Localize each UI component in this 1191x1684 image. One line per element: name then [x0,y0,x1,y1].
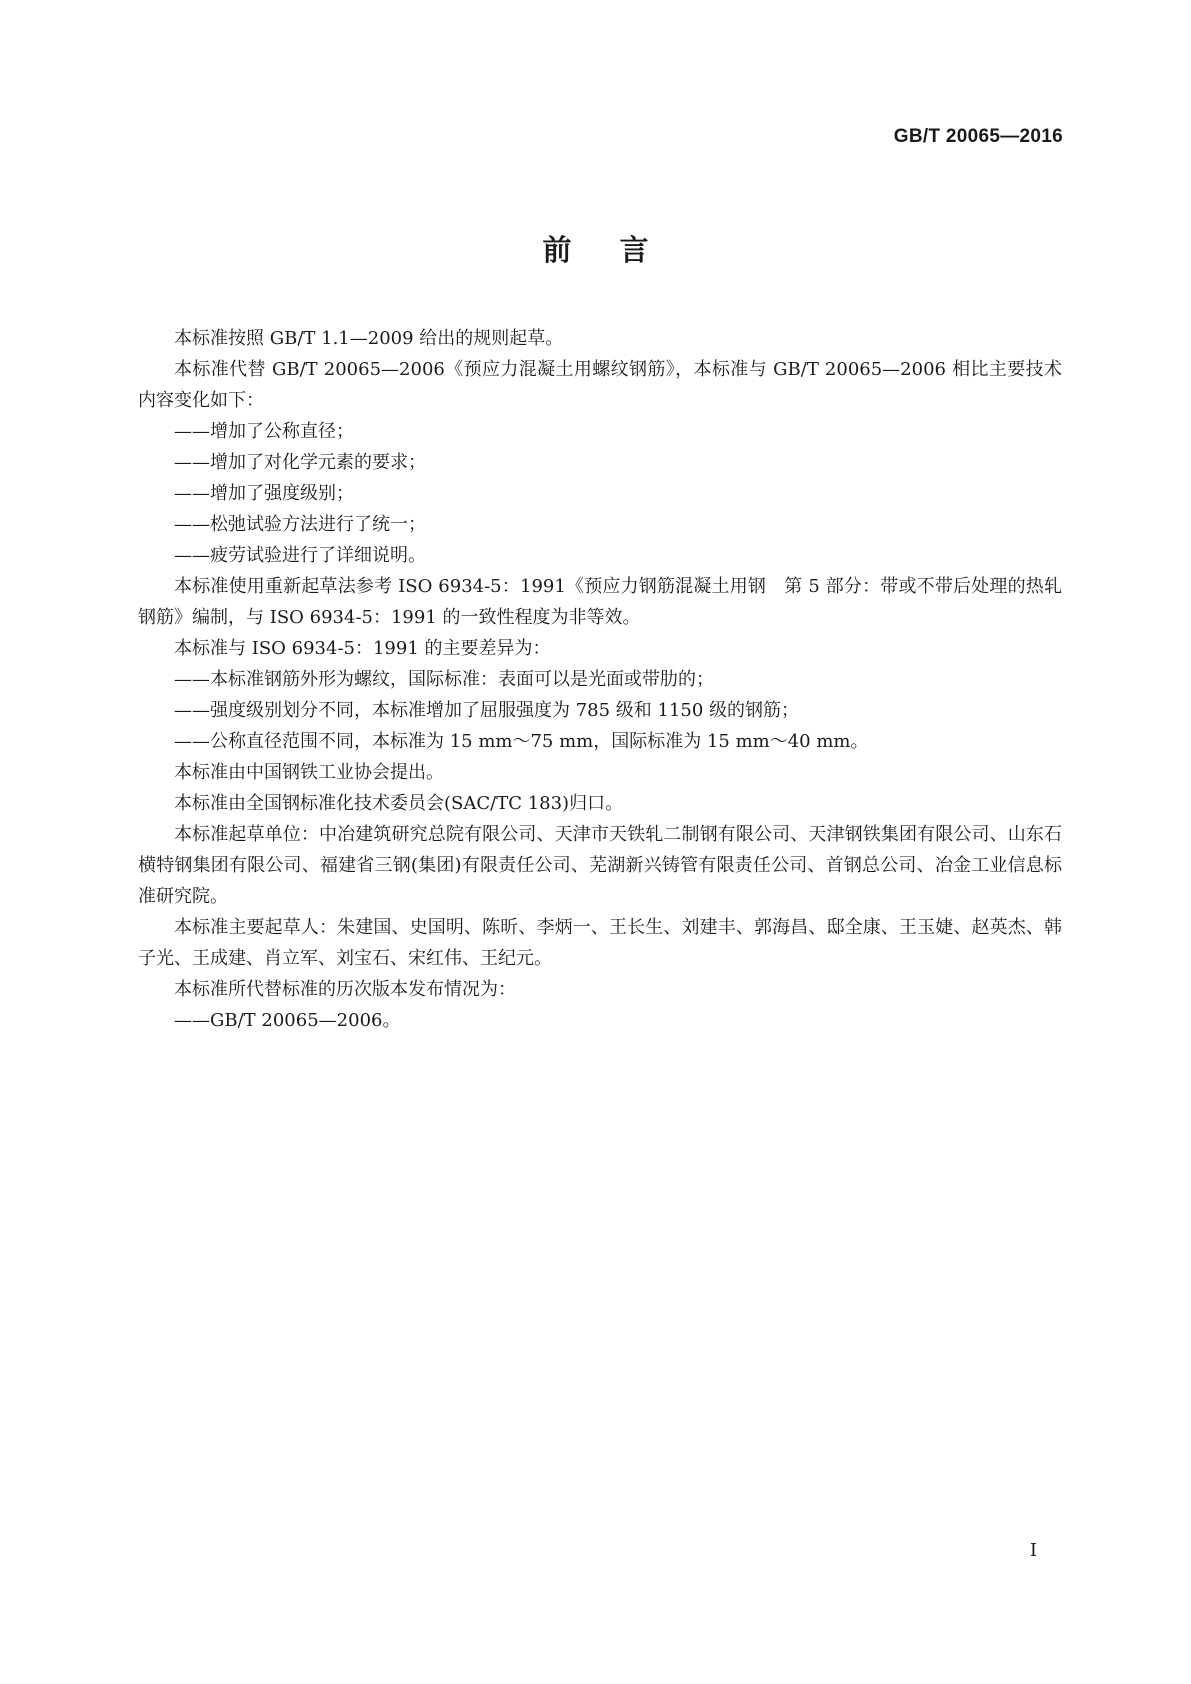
list-item: ——疲劳试验进行了详细说明。 [174,545,426,566]
paragraph: 本标准起草单位：中冶建筑研究总院有限公司、天津市天铁轧二制钢有限公司、天津钢铁集团有限公司、山东石横特钢集团有限公司、福建省三钢(集团)有限责任公司、芜湖新兴铸管有限责任公司、首钢总公司、冶金工业信息标准研究院。 [138,824,1062,907]
page-title: 前言 [542,233,697,267]
paragraph: 本标准与 ISO 6934-5：1991 的主要差异为： [174,638,551,659]
list-item: ——增加了对化学元素的要求； [174,452,426,473]
paragraph: 本标准所代替标准的历次版本发布情况为： [174,979,516,1000]
list-item: ——GB/T 20065—2006。 [174,1010,401,1031]
paragraph: 本标准代替 GB/T 20065—2006《预应力混凝土用螺纹钢筋》，本标准与 GB/T 20065—2006 相比主要技术内容变化如下： [138,359,1062,411]
list-item: ——强度级别划分不同，本标准增加了屈服强度为 785 级和 1150 级的钢筋； [174,700,800,721]
list-item: ——增加了公称直径； [174,421,354,442]
standard-code: GB/T 20065—2016 [893,126,1063,147]
list-item: ——本标准钢筋外形为螺纹，国际标准：表面可以是光面或带肋的； [174,669,714,690]
paragraph: 本标准使用重新起草法参考 ISO 6934-5：1991《预应力钢筋混凝土用钢 第 5 部分：带或不带后处理的热轧钢筋》编制，与 ISO 6934-5：1991 的一致性程度为非等效。 [138,576,1062,628]
list-item: ——增加了强度级别； [174,483,354,504]
paragraph: 本标准主要起草人：朱建国、史国明、陈昕、李炳一、王长生、刘建丰、郭海昌、邸全康、王玉婕、赵英杰、韩子光、王成建、肖立军、刘宝石、宋红伟、王纪元。 [138,917,1062,969]
page-number: I [1029,1540,1037,1561]
paragraph: 本标准按照 GB/T 1.1—2009 给出的规则起草。 [174,328,564,349]
paragraph: 本标准由全国钢标准化技术委员会(SAC/TC 183)归口。 [174,793,624,814]
list-item: ——公称直径范围不同，本标准为 15 mm～75 mm，国际标准为 15 mm～40 mm。 [174,731,869,752]
list-item: ——松弛试验方法进行了统一； [174,514,426,535]
foreword-body [138,323,1062,1036]
paragraph: 本标准由中国钢铁工业协会提出。 [174,762,444,783]
